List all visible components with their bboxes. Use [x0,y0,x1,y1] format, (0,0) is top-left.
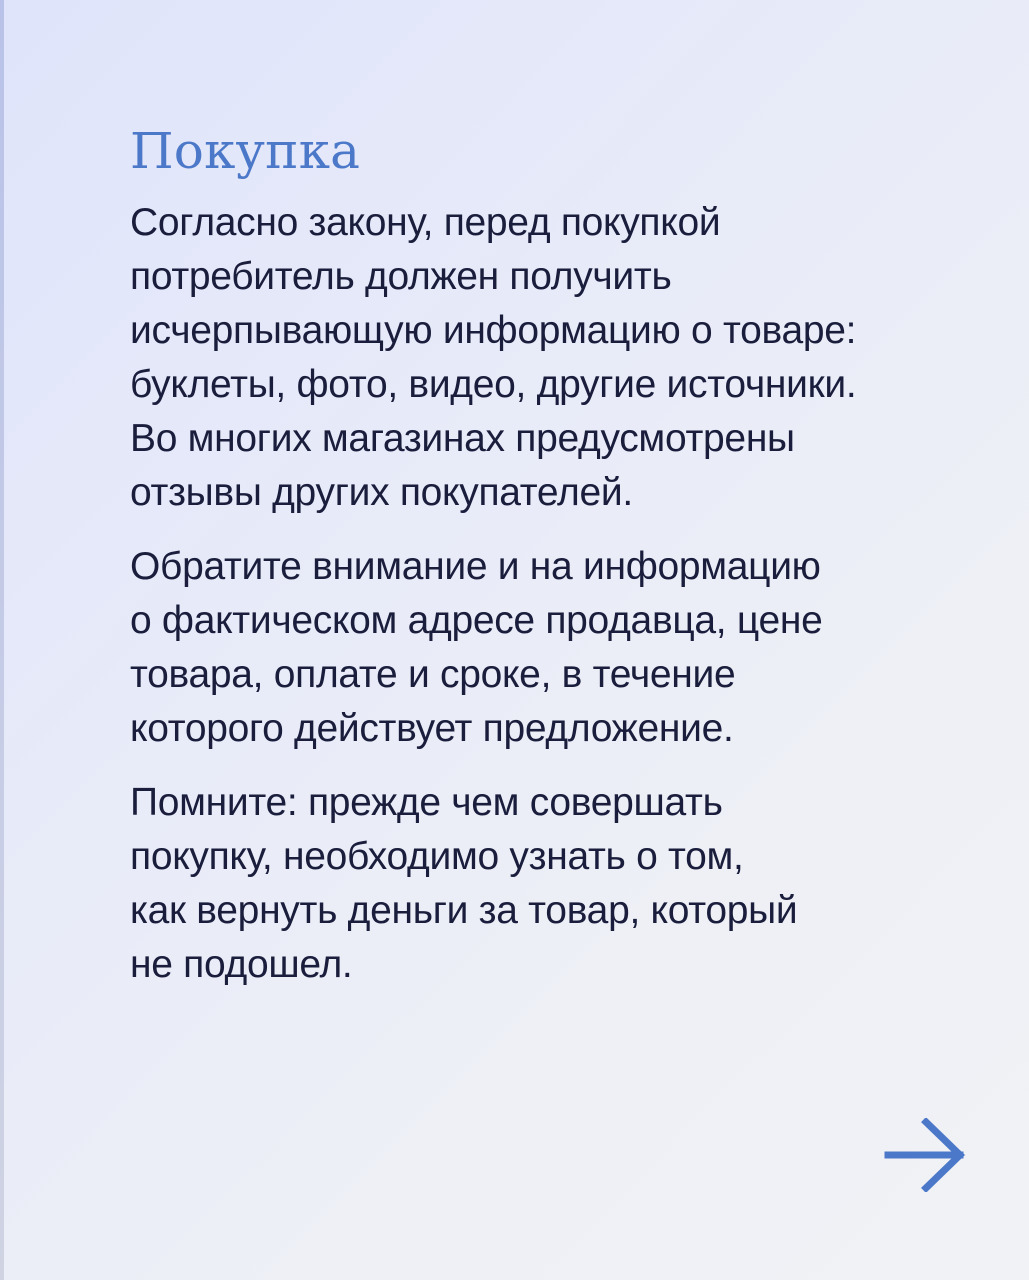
arrow-right-icon [884,1118,968,1192]
text-line: как вернуть деньги за товар, который [130,889,798,932]
slide-content [130,118,990,992]
left-edge-stripe [0,0,4,1280]
paragraph-seller-info [130,540,990,756]
text-line: о фактическом адресе продавца, цене [130,599,823,642]
text-line: товара, оплате и сроке, в течение [130,653,736,696]
paragraph-refund [130,776,990,992]
text-line: буклеты, фото, видео, другие источники. [130,363,857,406]
text-line: исчерпывающую информацию о товаре: [130,309,857,352]
text-line: отзывы других покупателей. [130,471,633,514]
text-line: Во многих магазинах предусмотрены [130,417,795,460]
text-line: потребитель должен получить [130,255,672,298]
text-line: Согласно закону, перед покупкой [130,201,721,244]
text-line: Обратите внимание и на информацию [130,545,821,588]
text-line: не подошел. [130,943,353,986]
next-slide-button[interactable] [884,1118,968,1192]
text-line: которого действует предложение. [130,707,734,750]
text-line: Помните: прежде чем совершать [130,781,723,824]
paragraph-law [130,196,990,520]
text-line: покупку, необходимо узнать о том, [130,835,744,878]
page-title: Покупка [130,122,361,180]
